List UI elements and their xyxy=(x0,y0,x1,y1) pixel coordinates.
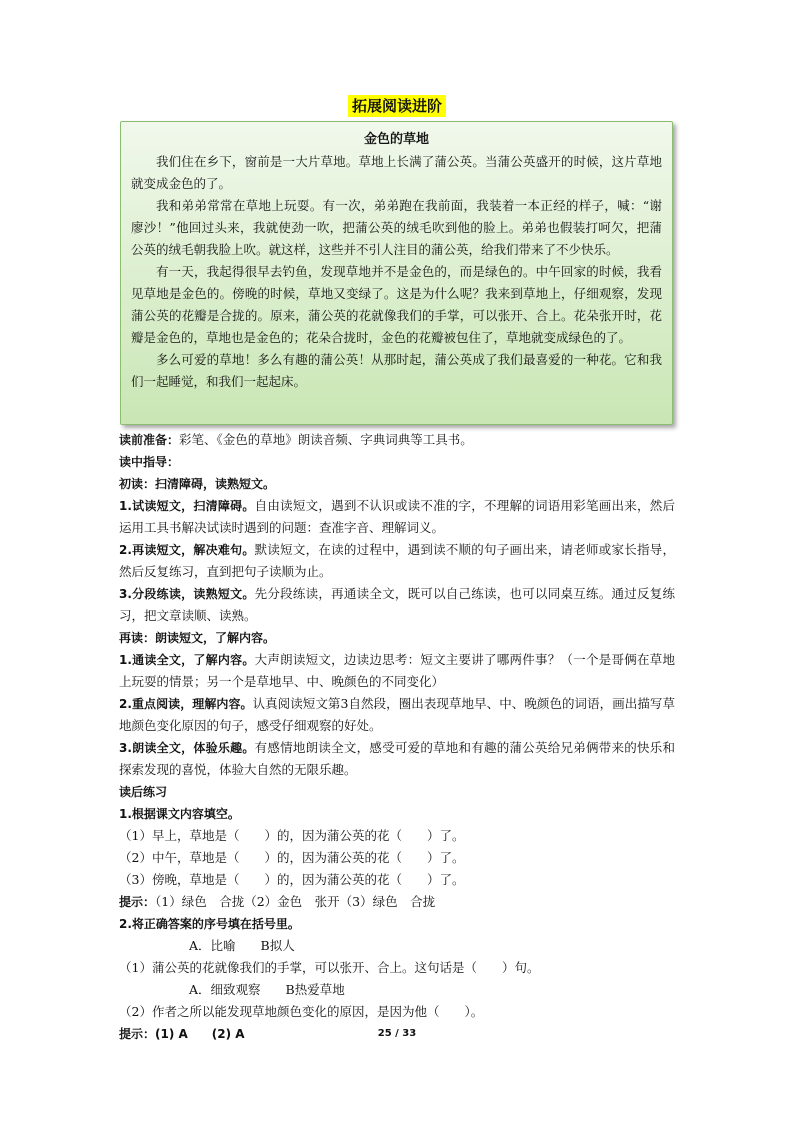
story-paragraph: 有一天，我起得很早去钓鱼，发现草地并不是金色的，而是绿色的。中午回家的时候，我看见草地是金色的。傍晚的时候，草地又变绿了。这是为什么呢？我来到草地上，仔细观察，发现蒲公英的花瓣是合拢的。原来，蒲公英的花就像我们的手掌，可以张开、合上。花朵张开时，花瓣是金色的，草地也是金色的；花朵合拢时，金色的花瓣被包住了，草地就变成绿色的了。 xyxy=(131,264,662,345)
heading-row xyxy=(0,95,794,117)
page-number: 25 / 33 xyxy=(377,1028,417,1039)
step-item xyxy=(119,495,675,539)
step-text: 大声朗读短文，边读边思考：短文主要讲了哪两件事？（一个是哥俩在草地上玩耍的情景；另一个是草地早、中、晚颜色的不同变化） xyxy=(119,652,675,689)
step-label: 1.试读短文，扫清障碍。 xyxy=(119,499,255,513)
question-2-title: 2.将正确答案的序号填在括号里。 xyxy=(119,917,300,931)
story-paragraph: 我和弟弟常常在草地上玩耍。有一次，弟弟跑在我前面，我装着一本正经的样子，喊：“谢廖沙！”他回过头来，我就使劲一吹，把蒲公英的绒毛吹到他的脸上。弟弟也假装打呵欠，把蒲公英的绒毛朝我脸上吹。就这样，这些并不引人注目的蒲公英，给我们带来了不少快乐。 xyxy=(131,198,662,257)
step-item xyxy=(119,737,675,781)
hint-line: 提示：(1) A (2) A xyxy=(119,1027,245,1041)
section-heading: 拓展阅读进阶 xyxy=(348,95,446,117)
choice-question: （2）作者之所以能发现草地颜色变化的原因，是因为他（ ）。 xyxy=(119,1004,484,1019)
step-text: 认真阅读短文第3自然段，圈出表现草地早、中、晚颜色的词语，画出描写草地颜色变化原因的句子，感受仔细观察的好处。 xyxy=(119,696,675,733)
step-text: 有感情地朗读全文，感受可爱的草地和有趣的蒲公英给兄弟俩带来的快乐和探索发现的喜悦，体验大自然的无限乐趣。 xyxy=(119,740,675,777)
story-box xyxy=(120,121,673,425)
after-label: 读后练习 xyxy=(119,785,168,799)
hint-label: 提示： xyxy=(119,895,156,909)
choice-options: A．细致观察 B热爱草地 xyxy=(189,982,345,997)
fill-blank-item: （3）傍晚，草地是（ ）的，因为蒲公英的花（ ）了。 xyxy=(119,872,465,887)
step-text: 默读短文，在读的过程中，遇到读不顺的句子画出来，请老师或家长指导，然后反复练习，直到把句子读顺为止。 xyxy=(119,542,675,579)
step-text: 先分段练读，再通读全文，既可以自己练读，也可以同桌互练。通过反复练习，把文章读顺、读熟。 xyxy=(119,586,675,623)
step-item xyxy=(119,649,675,693)
reading-guide xyxy=(119,429,675,1045)
step-label: 2.重点阅读，理解内容。 xyxy=(119,697,253,711)
step-item xyxy=(119,539,675,583)
reread-heading: 再读：朗读短文，了解内容。 xyxy=(119,631,276,645)
step-item xyxy=(119,693,675,737)
step-label: 3.分段练读，读熟短文。 xyxy=(119,587,255,601)
fill-blank-item: （1）早上，草地是（ ）的，因为蒲公英的花（ ）了。 xyxy=(119,828,465,843)
choice-options: A．比喻 B拟人 xyxy=(189,938,295,953)
step-text: 自由读短文，遇到不认识或读不准的字，不理解的词语用彩笔画出来，然后运用工具书解决试读时遇到的问题：查准字音、理解词义。 xyxy=(119,498,675,535)
step-label: 1.通读全文，了解内容。 xyxy=(119,653,255,667)
fill-blank-item: （2）中午，草地是（ ）的，因为蒲公英的花（ ）了。 xyxy=(119,850,465,865)
prep-label: 读前准备： xyxy=(119,433,180,447)
story-paragraph: 多么可爱的草地！多么有趣的蒲公英！从那时起，蒲公英成了我们最喜爱的一种花。它和我们一起睡觉，和我们一起起床。 xyxy=(131,352,662,389)
during-label: 读中指导： xyxy=(119,455,180,469)
choice-question: （1）蒲公英的花就像我们的手掌，可以张开、合上。这句话是（ ）句。 xyxy=(119,960,540,975)
prep-line xyxy=(119,429,675,451)
question-1-title: 1.根据课文内容填空。 xyxy=(119,807,240,821)
step-label: 3.朗读全文，体验乐趣。 xyxy=(119,741,255,755)
hint-text: （1）绿色 合拢（2）金色 张开（3）绿色 合拢 xyxy=(155,894,436,909)
story-title: 金色的草地 xyxy=(363,132,429,147)
hint-line xyxy=(119,891,675,913)
step-label: 2.再读短文，解决难句。 xyxy=(119,543,255,557)
prep-text: 彩笔、《金色的草地》朗读音频、字典词典等工具书。 xyxy=(179,432,473,447)
first-read-heading: 初读：扫清障碍，读熟短文。 xyxy=(119,477,276,491)
step-item xyxy=(119,583,675,627)
story-paragraph: 我们住在乡下，窗前是一大片草地。草地上长满了蒲公英。当蒲公英盛开的时候，这片草地就变成金色的了。 xyxy=(131,154,662,191)
